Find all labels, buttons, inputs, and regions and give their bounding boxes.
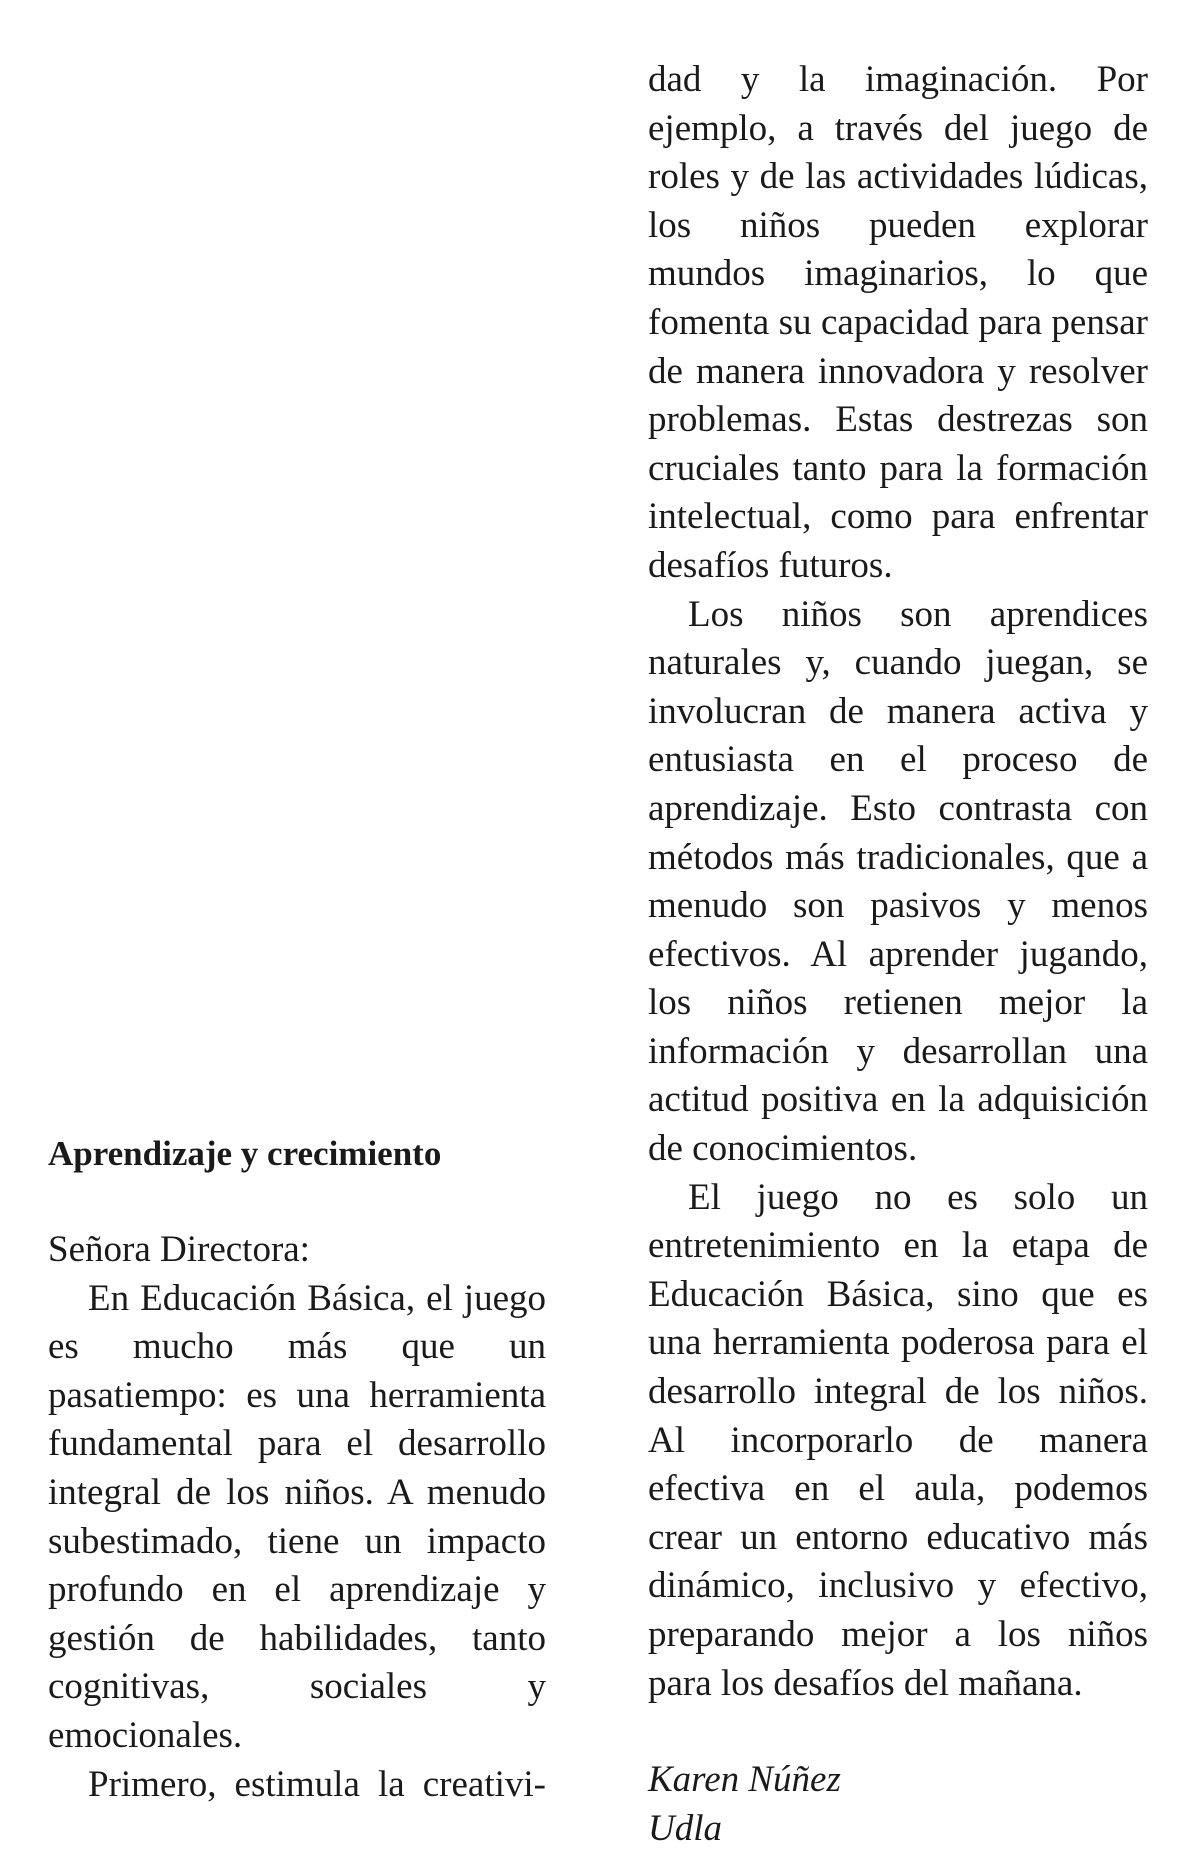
letter-paragraph-continued: dad y la imaginación. Por ejemplo, a través del juego de roles y de las actividades lúdicas, los niños pueden explorar mundos imaginarios, lo que fomenta su capacidad para pensar de manera innovadora y resolver problemas. Estas destrezas son cruciales tanto para la formación intelectual, como para enfrentar desafíos futuros. <box>648 59 1148 586</box>
signature-name: Karen Núñez <box>648 1759 841 1801</box>
letter-salutation: Señora Directora: <box>48 1229 310 1270</box>
left-column <box>48 1130 546 1809</box>
signature-affiliation: Udla <box>648 1807 722 1849</box>
right-column <box>648 56 1148 1853</box>
letter-paragraph: En Educación Básica, el juego es mucho más que un pasatiempo: es una herramienta fundamental para el desarrollo integral de los niños. A menudo subestimado, tiene un impacto profundo en el aprendizaje y gestión de habilidades, tanto cognitivas, sociales y emocionales. <box>48 1277 546 1756</box>
letter-signature <box>648 1756 1148 1853</box>
letter-paragraph: Primero, estimula la creativi- <box>88 1763 546 1805</box>
letter-headline: Aprendizaje y crecimiento <box>48 1134 442 1173</box>
letter-paragraph: El juego no es solo un entretenimiento en la etapa de Educación Básica, sino que es una herramienta poderosa para el desarrollo integral de los niños. Al incorporarlo de manera efectiva en el aula, podemos crear un entorno educativo más dinámico, inclusivo y efectivo, preparando mejor a los niños para los desafíos del mañana. <box>648 1176 1148 1704</box>
letter-paragraph: Los niños son aprendices naturales y, cuando juegan, se involucran de manera activa y entusiasta en el proceso de aprendizaje. Esto contrasta con métodos más tradicionales, que a menudo son pasivos y menos efectivos. Al aprender jugando, los niños retienen mejor la información y desarrollan una actitud positiva en la adquisición de conocimientos. <box>648 593 1148 1170</box>
